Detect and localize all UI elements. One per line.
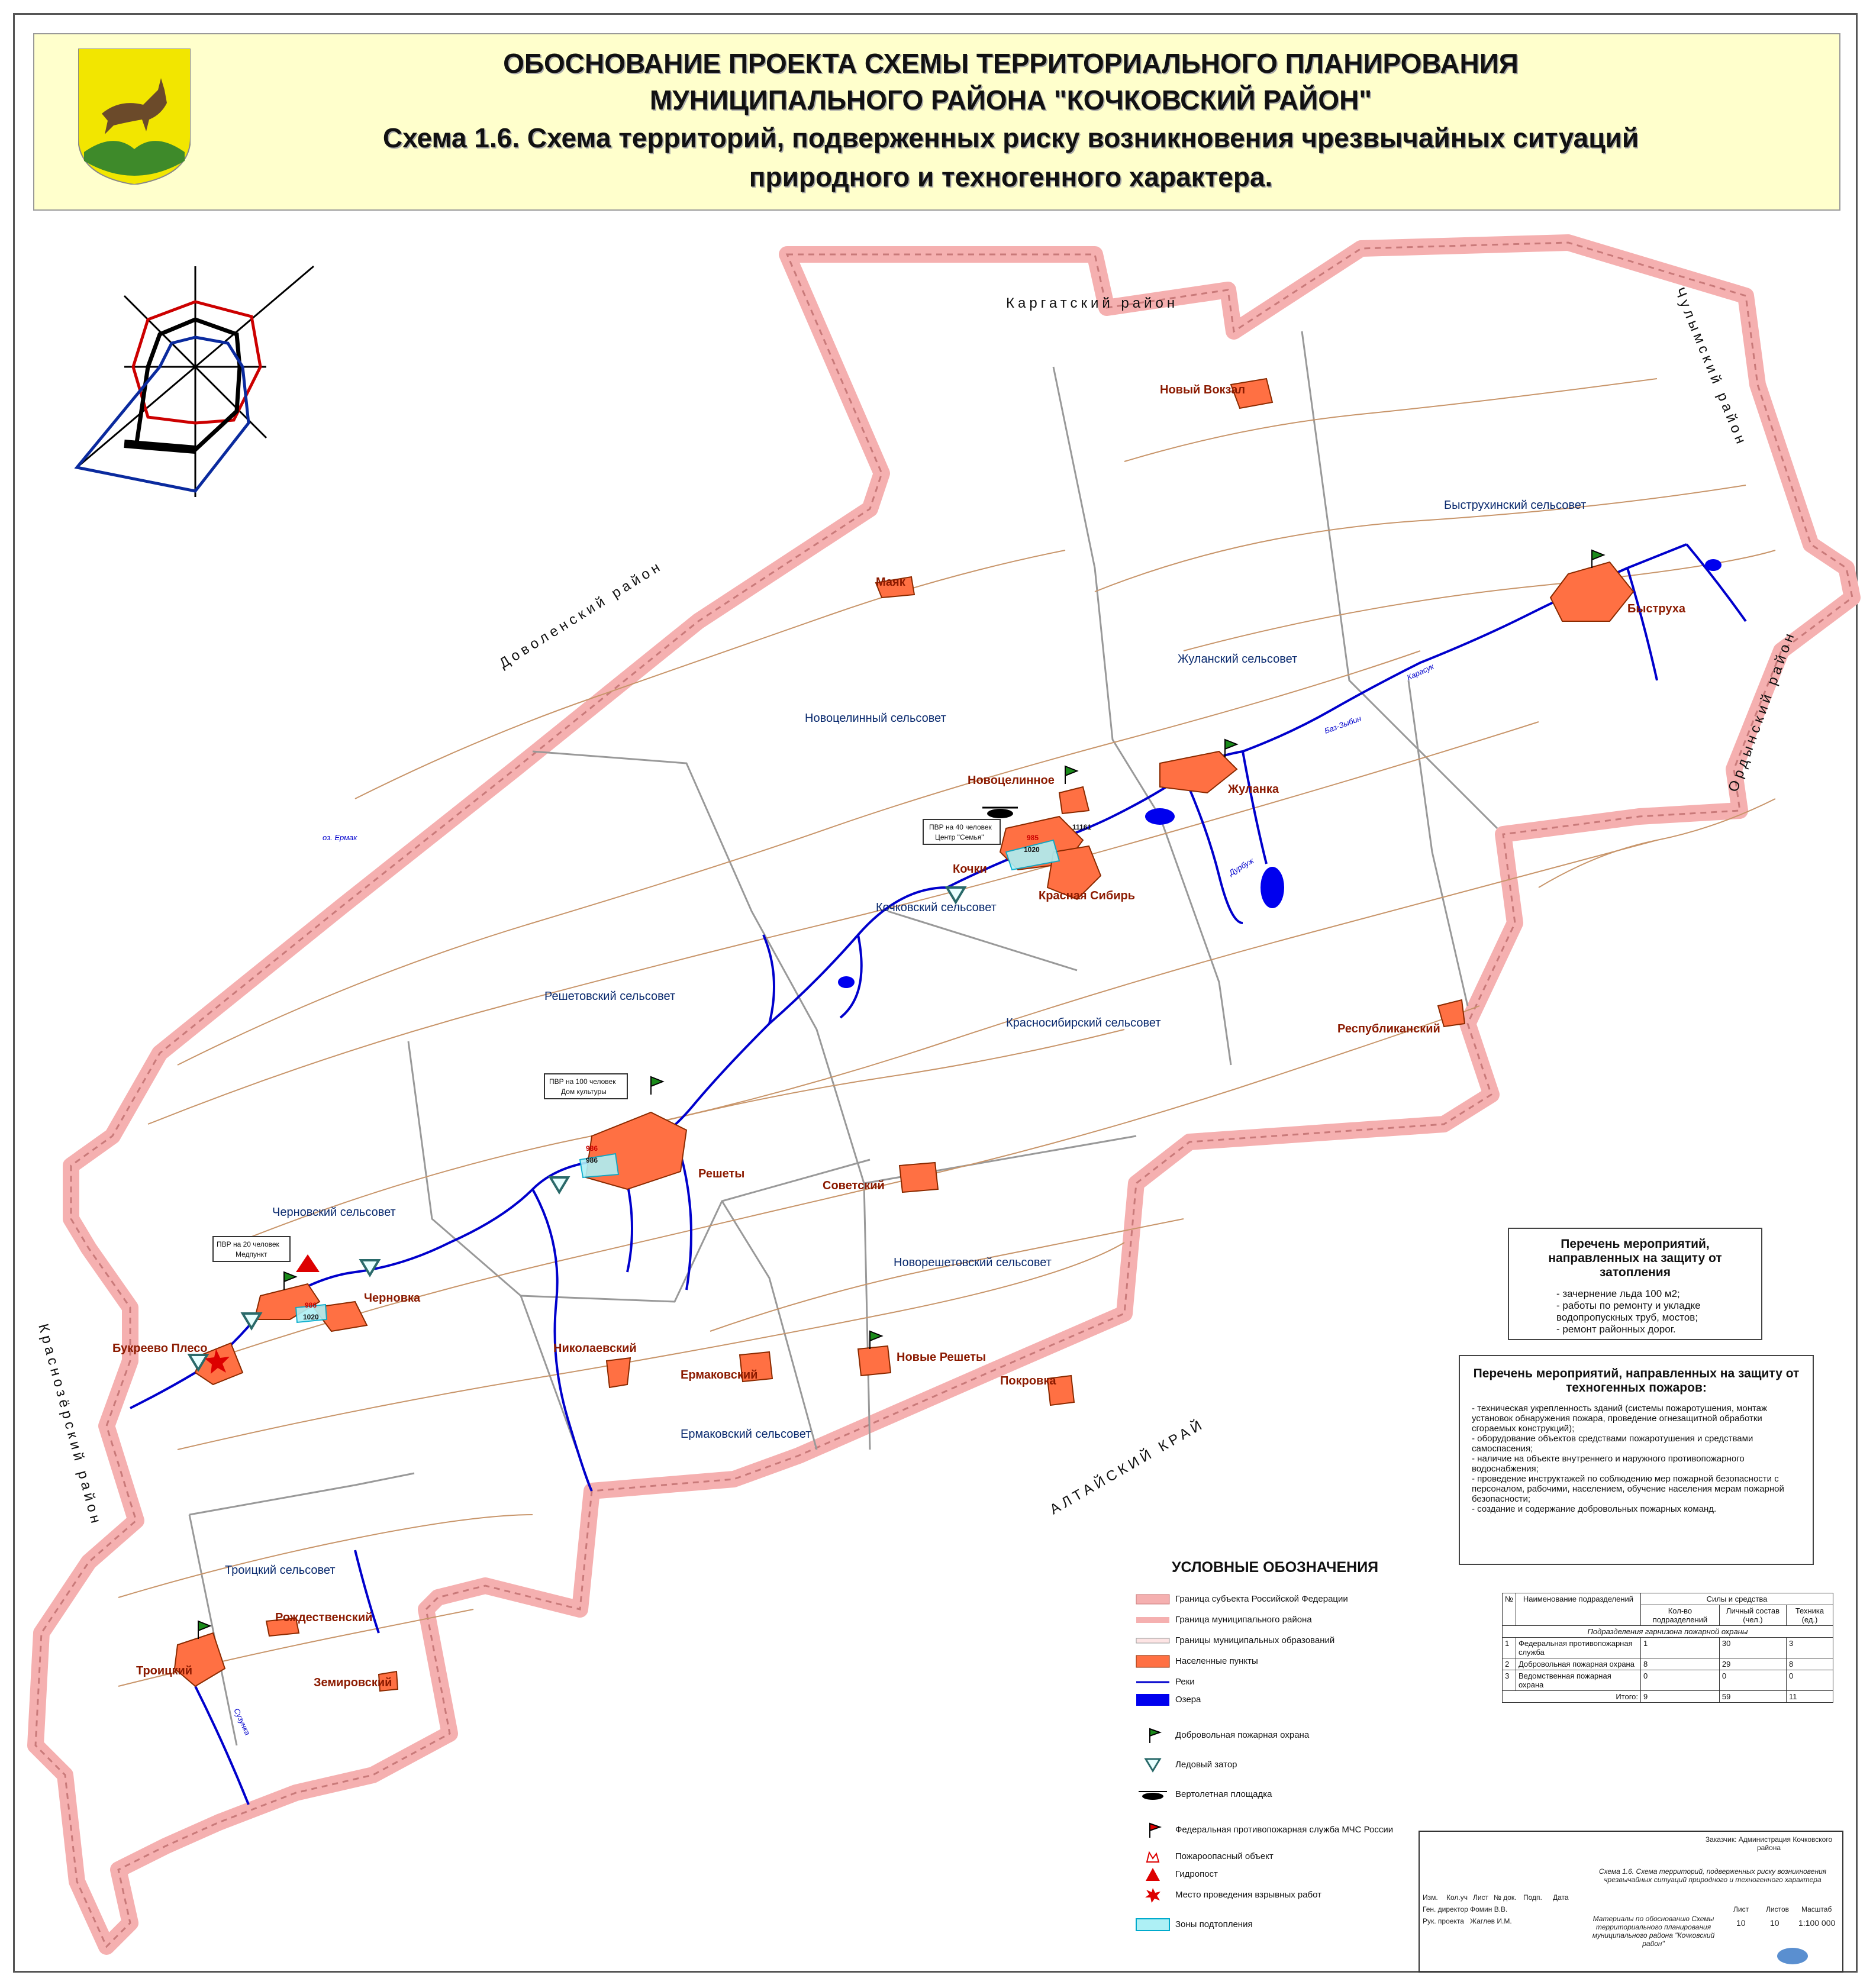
code-reshety-bottom: 986 xyxy=(586,1156,598,1164)
table-header: Личный состав (чел.) xyxy=(1719,1605,1786,1626)
callout-chernovka-line2: Медпункт xyxy=(236,1250,267,1258)
title-line-1: ОБОСНОВАНИЕ ПРОЕКТА СХЕМЫ ТЕРРИТОРИАЛЬНОГО ПЛАНИРОВАНИЯ xyxy=(503,48,1519,79)
stamp-col-date: Дата xyxy=(1553,1893,1569,1902)
table-total-row: Итого: 9 59 11 xyxy=(1503,1691,1833,1703)
label-bukreevo: Букреево Плесо xyxy=(112,1342,208,1355)
label-troitsky: Троицкий xyxy=(136,1664,193,1677)
stamp-sheet-hdr: Лист xyxy=(1733,1905,1749,1913)
label-nikolaevsky: Николаевский xyxy=(553,1342,637,1355)
table-header: Кол-во подразделений xyxy=(1641,1605,1720,1626)
label-bystrukha: Быструха xyxy=(1627,602,1685,615)
red-flag-icon xyxy=(1135,1822,1171,1838)
stamp-col-sign: Подп. xyxy=(1523,1893,1542,1902)
fire-measure-item: - техническая укрепленность зданий (системы пожаротушения, монтаж установок обнаружения пожара, проведение огнезащитной обработки сгораемых конструкций); xyxy=(1472,1403,1768,1434)
company-logo-icon xyxy=(1775,1944,1810,1968)
stamp-customer: Заказчик: Администрация Кочковского района xyxy=(1705,1835,1833,1852)
title-block-stamp xyxy=(1419,1831,1843,1973)
code-chernovka-bottom: 1020 xyxy=(303,1313,319,1321)
fire-measure-item: - оборудование объектов средствами пожаротушения и средствами самоспасения; xyxy=(1472,1434,1753,1454)
stamp-col-kol: Кол.уч xyxy=(1446,1893,1468,1902)
callout-kochki-line1: ПВР на 40 человек xyxy=(929,823,992,831)
neighbor-krasnozersk: Краснозёрский район xyxy=(35,1322,105,1528)
legend-item-settlements: Населенные пункты xyxy=(1124,1654,1397,1671)
stamp-gip: Жаглев И.М. xyxy=(1470,1917,1512,1925)
stamp-director-role: Ген. директор xyxy=(1423,1905,1468,1913)
stamp-col-doc: № док. xyxy=(1494,1893,1517,1902)
legend-item-hydropost: Гидропост xyxy=(1124,1867,1397,1884)
legend-item-subject-border: Граница субъекта Российской Федерации xyxy=(1124,1592,1397,1609)
legend-title: УСЛОВНЫЕ ОБОЗНАЧЕНИЯ xyxy=(1172,1559,1379,1576)
label-ermakovsky: Ермаковский xyxy=(681,1369,758,1382)
settlement-labels xyxy=(112,383,1686,1689)
object-codes xyxy=(303,823,1091,1321)
council-ermakovo: Ермаковский сельсовет xyxy=(681,1428,811,1441)
district-border-symbol xyxy=(1135,1612,1171,1628)
legend-item-explosion: Место проведения взрывных работ xyxy=(1124,1887,1397,1905)
legend-item-fire-hazard: Пожароопасный объект xyxy=(1124,1849,1397,1867)
table-row: 1 Федеральная противопожарная служба 1 30 3 xyxy=(1503,1638,1833,1658)
fire-measure-item: - наличие на объекте внутреннего и наружного противопожарного водоснабжения; xyxy=(1472,1454,1745,1474)
neighbor-kargat: Каргатский район xyxy=(1006,295,1179,311)
river-symbol xyxy=(1135,1674,1171,1690)
fire-measure-item: - создание и содержание добровольных пожарных команд. xyxy=(1472,1504,1717,1514)
stamp-col-list: Лист xyxy=(1473,1893,1489,1902)
fire-hazard-icon xyxy=(1135,1849,1171,1864)
label-karasuk: Карасук xyxy=(1405,661,1436,682)
stamp-sheet: 10 xyxy=(1736,1918,1746,1928)
fire-measure-item: - проведение инструктажей по соблюдению мер пожарной безопасности с персоналом, рабочими, населением, обучение населения мерам пожарной безопасности; xyxy=(1472,1474,1784,1504)
label-durbuzh: Дурбуж xyxy=(1227,856,1256,877)
label-zemirovsky: Земировский xyxy=(314,1676,392,1689)
stamp-doc-title: Материалы по обоснованию Схемы территориального планирования муниципального района "Кочковский район" xyxy=(1592,1915,1715,1948)
legend-item-lakes: Озера xyxy=(1124,1692,1397,1710)
code-chernovka-top: 986 xyxy=(305,1301,317,1309)
label-kochki: Кочки xyxy=(953,863,987,876)
flood-measures-title: Перечень мероприятий, направленных на защиту от затопления xyxy=(1548,1237,1722,1279)
stamp-sheets-hdr: Листов xyxy=(1766,1905,1789,1913)
ice-jam-icon xyxy=(1135,1757,1171,1773)
label-pokrovka: Покровка xyxy=(1000,1374,1056,1387)
flood-zone-symbol xyxy=(1135,1917,1171,1932)
council-chernovka: Черновский сельсовет xyxy=(272,1206,396,1219)
legend-item-rivers: Реки xyxy=(1124,1674,1397,1692)
legend-item-federal-fire: Федеральная противопожарная служба МЧС России xyxy=(1124,1822,1397,1840)
label-novotselinnoe: Новоцелинное xyxy=(968,774,1055,787)
label-rozhdestvensky: Рождественский xyxy=(275,1611,373,1624)
council-border-symbol xyxy=(1135,1633,1171,1648)
stamp-scale: 1:100 000 xyxy=(1798,1918,1836,1928)
council-novoreshety: Новорешетовский сельсовет xyxy=(894,1256,1052,1269)
fire-measures-title: Перечень мероприятий, направленных на защиту от техногенных пожаров: xyxy=(1473,1367,1800,1395)
table-row: 2 Добровольная пожарная охрана 8 29 8 xyxy=(1503,1658,1833,1670)
table-row: 3 Ведомственная пожарная охрана 0 0 0 xyxy=(1503,1670,1833,1691)
code-kochki-bottom: 1020 xyxy=(1024,845,1040,854)
green-flag-icon xyxy=(1135,1728,1171,1743)
neighbor-altai: АЛТАЙСКИЙ КРАЙ xyxy=(1047,1416,1208,1518)
table-header: Наименование подразделений xyxy=(1516,1593,1640,1626)
label-novy-vokzal: Новый Вокзал xyxy=(1160,383,1246,396)
legend-item-council-border: Границы муниципальных образований xyxy=(1124,1633,1397,1651)
council-boundaries xyxy=(189,331,1497,1745)
council-bystrukha: Быструхинский сельсовет xyxy=(1444,499,1587,512)
helicopter-icon xyxy=(1135,1787,1171,1802)
label-chernovka: Черновка xyxy=(364,1292,421,1305)
code-kochki-ship: 11161 xyxy=(1072,823,1092,831)
label-zhulanka: Жуланка xyxy=(1228,783,1279,796)
helipad-icon xyxy=(982,808,1018,818)
stamp-col-izm: Изм. xyxy=(1423,1893,1438,1902)
table-header: Техника (ед.) xyxy=(1786,1605,1833,1626)
label-novye-reshety: Новые Решеты xyxy=(897,1351,987,1364)
map-legend xyxy=(1124,1559,1397,1955)
hydropost-icon xyxy=(296,1254,320,1272)
legend-item-helipad: Вертолетная площадка xyxy=(1124,1787,1397,1805)
legend-item-flood-zone: Зоны подтопления xyxy=(1124,1917,1397,1935)
label-mayak: Маяк xyxy=(876,576,905,589)
stamp-sheets: 10 xyxy=(1770,1918,1779,1928)
title-line-2: МУНИЦИПАЛЬНОГО РАЙОНА "КОЧКОВСКИЙ РАЙОН" xyxy=(649,85,1372,115)
neighbor-dovolnoe: Доволенский район xyxy=(496,557,666,672)
code-kochki-top: 985 xyxy=(1027,834,1039,842)
label-suzun: Сузунка xyxy=(232,1706,253,1737)
callout-reshety-line2: Дом культуры xyxy=(561,1087,607,1096)
neighbor-chulym: Чулымский район xyxy=(1671,285,1751,450)
hydropost-icon xyxy=(1135,1867,1171,1882)
title-line-3: Схема 1.6. Схема территорий, подверженных риску возникновения чрезвычайных ситуаций xyxy=(382,122,1639,153)
fire-measures-box xyxy=(1459,1355,1814,1565)
table-header: № xyxy=(1503,1593,1516,1626)
legend-item-ice-jam: Ледовый затор xyxy=(1124,1757,1397,1775)
legend-item-volunteer-fire: Добровольная пожарная охрана xyxy=(1124,1728,1397,1745)
fire-forces-table xyxy=(1502,1593,1833,1703)
table-group-row: Подразделения гарнизона пожарной охраны xyxy=(1503,1626,1833,1638)
stamp-sheet-title: Схема 1.6. Схема территорий, подверженных риску возникновения чрезвычайных ситуаций природного и техногенного характера xyxy=(1598,1867,1827,1884)
explosion-icon xyxy=(1135,1887,1171,1903)
table-header: Силы и средства xyxy=(1641,1593,1833,1605)
callout-chernovka-line1: ПВР на 20 человек xyxy=(217,1240,279,1248)
flood-measures-box xyxy=(1508,1228,1762,1340)
council-zhulanka: Жуланский сельсовет xyxy=(1178,653,1298,666)
stamp-scale-hdr: Масштаб xyxy=(1801,1905,1832,1913)
lake-symbol xyxy=(1135,1692,1171,1708)
label-reshety: Решеты xyxy=(698,1167,745,1180)
flood-measure-item: - ремонт районных дорог. xyxy=(1556,1324,1676,1335)
council-reshety: Решетовский сельсовет xyxy=(544,990,676,1003)
flood-measure-item: - работы по ремонту и укладке водопропускных труб, мостов; xyxy=(1556,1300,1701,1323)
callout-reshety-line1: ПВР на 100 человек xyxy=(549,1077,616,1086)
label-bagan-stream: Баз-Зыбин xyxy=(1323,714,1363,735)
legend-item-district-border: Граница муниципального района xyxy=(1124,1612,1397,1630)
title-line-4: природного и техногенного характера. xyxy=(749,162,1273,192)
council-novotselinny: Новоцелинный сельсовет xyxy=(805,712,946,725)
callout-kochki-line2: Центр "Семья" xyxy=(935,833,984,841)
shelter-callouts xyxy=(213,819,1000,1261)
label-sovetsky: Советский xyxy=(823,1179,885,1192)
council-krasnosibir: Красносибирский сельсовет xyxy=(1006,1016,1161,1030)
wind-rose xyxy=(77,266,314,497)
council-kochki: Кочковский сельсовет xyxy=(876,901,997,914)
stamp-director: Фомин В.В. xyxy=(1470,1905,1508,1913)
stamp-gip-role: Рук. проекта xyxy=(1423,1917,1464,1925)
settlement-symbol xyxy=(1135,1654,1171,1669)
code-reshety-top: 986 xyxy=(586,1144,598,1153)
label-krasnaya-sibir: Красная Сибирь xyxy=(1039,889,1135,902)
neighbor-ordynsk: Ордынский район xyxy=(1725,628,1799,795)
subject-border-symbol xyxy=(1135,1592,1171,1607)
label-respublikansky: Республиканский xyxy=(1337,1022,1440,1035)
flood-measure-item: - зачернение льда 100 м2; xyxy=(1556,1288,1680,1299)
label-ermak-lake: оз. Ермак xyxy=(323,833,357,842)
council-troitsk: Троицкий сельсовет xyxy=(225,1564,336,1577)
